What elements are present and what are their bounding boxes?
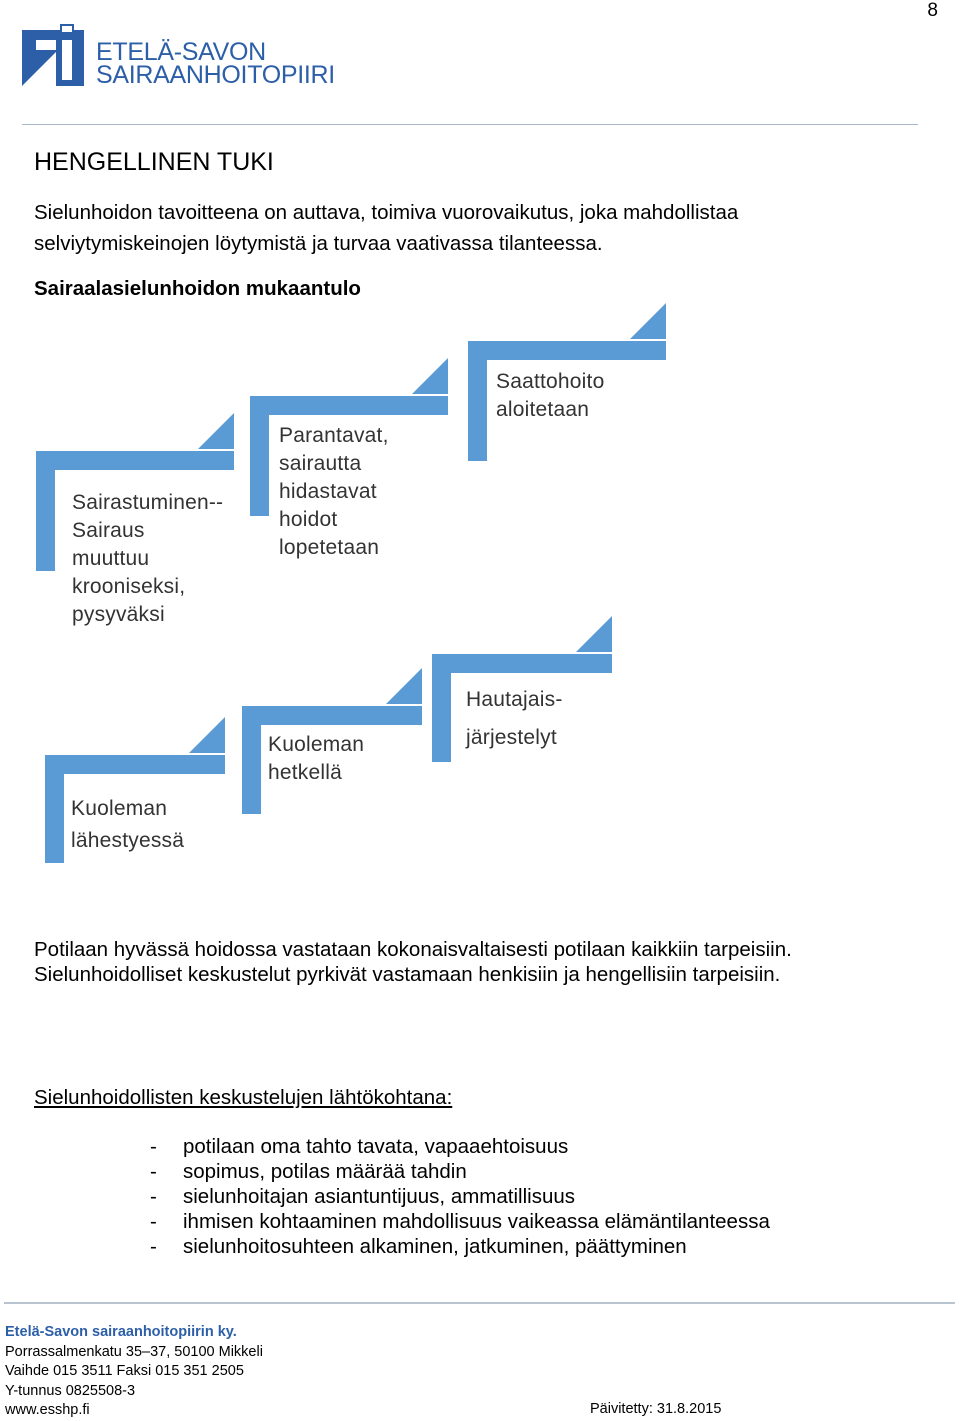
step-2-2-arrow-icon <box>386 668 422 704</box>
step-label-line: Kuoleman <box>268 733 365 756</box>
step-2-2-bar-side <box>242 706 261 814</box>
esshp-logo-icon <box>22 24 84 86</box>
list-bullet: - <box>150 1135 157 1158</box>
step-2-2-label <box>268 731 364 787</box>
care-paragraph <box>34 937 792 987</box>
diagram-title: Sairaalasielunhoidon mukaantulo <box>34 277 361 300</box>
step-1-2-bar-top <box>250 396 448 415</box>
intro-line-2: selviytymiskeinojen löytymistä ja turvaa vaativassa tilanteessa. <box>34 232 603 255</box>
list-bullet: - <box>150 1235 157 1258</box>
list-bullet: - <box>150 1185 157 1208</box>
step-label-line: Kuoleman <box>71 797 168 820</box>
step-1-3-label <box>496 368 604 424</box>
list-item-text: potilaan oma tahto tavata, vapaaehtoisuus <box>183 1135 569 1158</box>
step-1-3-bar-top <box>468 341 666 360</box>
step-label-line: hoidot <box>279 508 338 531</box>
step-1-2-label <box>279 422 389 562</box>
footer-phone: Vaihde 015 3511 Faksi 015 351 2505 <box>5 1363 244 1379</box>
step-1-2-bar-side <box>250 396 269 516</box>
step-label-line: aloitetaan <box>496 398 590 421</box>
step-2-3-bar-side <box>432 654 451 762</box>
list-item-text: sielunhoitosuhteen alkaminen, jatkuminen, päättyminen <box>183 1235 687 1258</box>
step-1-1-label <box>72 489 223 629</box>
step-2-3-bar-top <box>432 654 612 673</box>
logo-line-2: SAIRAANHOITOPIIRI <box>96 61 335 89</box>
list-item-text: sielunhoitajan asiantuntijuus, ammatillisuus <box>183 1185 575 1208</box>
footer-business-id: Y-tunnus 0825508-3 <box>5 1382 136 1399</box>
footer-org: Etelä-Savon sairaanhoitopiirin ky. <box>5 1324 237 1340</box>
step-2-1-label <box>71 793 184 857</box>
list-bullet: - <box>150 1210 157 1233</box>
footer-updated: Päivitetty: 31.8.2015 <box>590 1401 722 1417</box>
step-label-line: lopetetaan <box>279 536 380 559</box>
step-1-1-bar-side <box>36 451 55 571</box>
step-2-1-bar-top <box>45 755 225 774</box>
step-2-3-arrow-icon <box>576 616 612 652</box>
header-divider <box>22 124 918 125</box>
step-label-line: krooniseksi, <box>72 575 186 598</box>
footer-address: Porrassalmenkatu 35–37, 50100 Mikkeli <box>5 1343 263 1360</box>
step-2-1-arrow-icon <box>189 717 225 753</box>
step-1-2-arrow-icon <box>412 358 448 394</box>
logo-text <box>96 38 335 89</box>
footer-divider <box>4 1302 955 1304</box>
step-label-line: Hautajais- <box>466 688 563 711</box>
step-label-line: hetkellä <box>268 761 342 784</box>
step-2-2-bar-top <box>242 706 422 725</box>
step-label-line: muuttuu <box>72 547 150 570</box>
care-line-2: Sielunhoidolliset keskustelut pyrkivät vastamaan henkisiin ja hengellisiin tarpeisiin. <box>34 963 781 986</box>
footer-website[interactable]: www.esshp.fi <box>5 1402 90 1418</box>
step-2-1-bar-side <box>45 755 64 863</box>
logo-line-1: ETELÄ-SAVON <box>96 38 266 66</box>
step-1-3-arrow-icon <box>630 303 666 339</box>
list-item-text: sopimus, potilas määrää tahdin <box>183 1160 467 1183</box>
step-label-line: pysyväksi <box>72 603 165 626</box>
starting-points-title: Sielunhoidollisten keskustelujen lähtökohtana: <box>34 1086 453 1109</box>
list-item-text: ihmisen kohtaaminen mahdollisuus vaikeassa elämäntilanteessa <box>183 1210 770 1233</box>
intro-paragraph <box>34 197 738 259</box>
step-label-line: Sairastuminen-- <box>72 491 224 514</box>
step-label-line: Saattohoito <box>496 370 605 393</box>
step-1-3-bar-side <box>468 341 487 461</box>
step-label-line: Sairaus <box>72 519 145 542</box>
step-label-line: hidastavat <box>279 480 377 503</box>
step-label-line: lähestyessä <box>71 829 185 852</box>
page-title: HENGELLINEN TUKI <box>34 148 274 176</box>
step-2-3-label <box>466 681 563 757</box>
step-label-line: sairautta <box>279 452 362 475</box>
step-label-line: järjestelyt <box>466 726 557 749</box>
footer <box>5 1323 263 1421</box>
step-1-1-bar-top <box>36 451 234 470</box>
intro-line-1: Sielunhoidon tavoitteena on auttava, toimiva vuorovaikutus, joka mahdollistaa <box>34 201 739 224</box>
care-line-1: Potilaan hyvässä hoidossa vastataan kokonaisvaltaisesti potilaan kaikkiin tarpeisiin. <box>34 938 792 961</box>
list-bullet: - <box>150 1160 157 1183</box>
step-label-line: Parantavat, <box>279 424 389 447</box>
step-1-1-arrow-icon <box>198 413 234 449</box>
page-number: 8 <box>927 0 938 21</box>
